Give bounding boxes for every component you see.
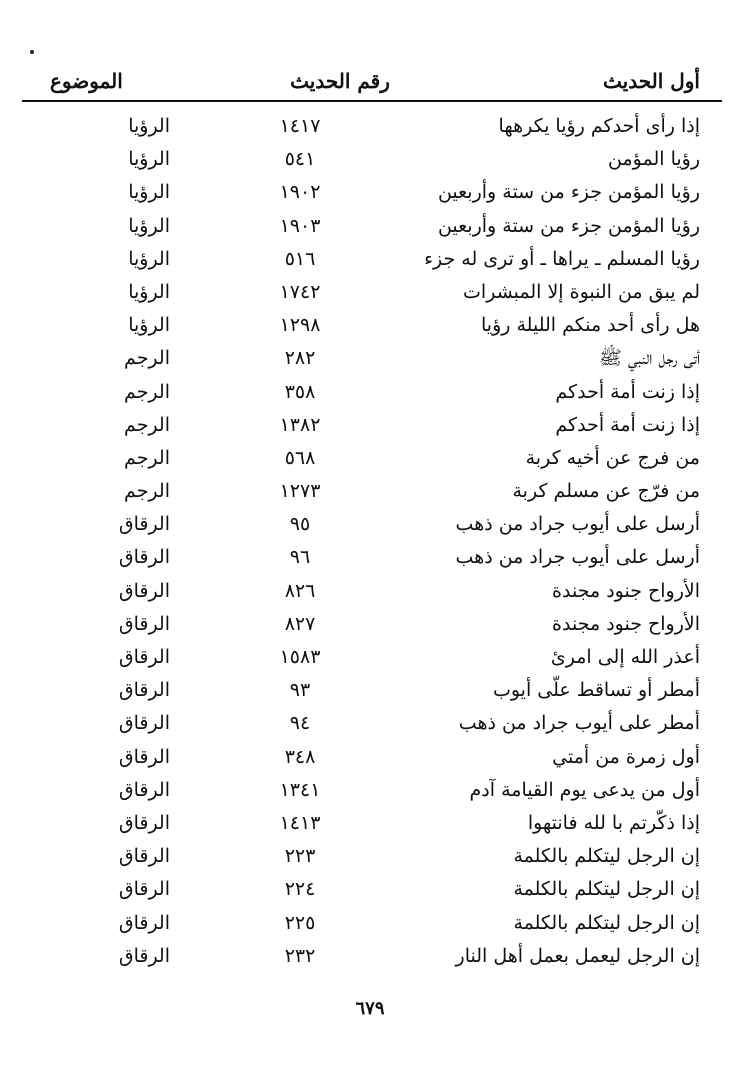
hadith-topic: الرقاق [118, 712, 170, 735]
hadith-first-words: أمطر على أيوب جراد من ذهب [458, 712, 700, 735]
hadith-topic: الرقاق [118, 878, 170, 901]
table-row [30, 608, 700, 641]
hadith-first-words: رؤيا المؤمن جزء من ستة وأربعين [437, 181, 700, 204]
table-row [30, 409, 700, 442]
table-row [30, 210, 700, 243]
table-row [30, 907, 700, 940]
table-header [30, 66, 700, 96]
hadith-number: ٨٢٦ [284, 579, 316, 602]
hadith-first-words: أرسل على أيوب جراد من ذهب [455, 546, 700, 569]
header-topic: الموضوع [50, 69, 123, 93]
hadith-number: ٢٣٢ [284, 944, 316, 967]
hadith-topic: الرؤيا [128, 314, 170, 337]
hadith-topic: الرؤيا [128, 214, 170, 237]
hadith-topic: الرقاق [118, 612, 170, 635]
hadith-topic: الرجم [124, 480, 170, 503]
table-row [30, 873, 700, 906]
hadith-number: ١٩٠٢ [279, 181, 321, 204]
hadith-topic: الرجم [124, 413, 170, 436]
hadith-first-words: أتى رجل النبي ﷺ [598, 347, 700, 370]
hadith-number: ١٧٤٢ [279, 280, 321, 303]
hadith-topic: الرقاق [118, 745, 170, 768]
hadith-index-table [30, 110, 700, 973]
hadith-topic: الرقاق [118, 911, 170, 934]
hadith-number: ٩٦ [289, 546, 311, 569]
table-row [30, 807, 700, 840]
hadith-first-words: إذا زنت أمة أحدكم [555, 413, 700, 436]
hadith-first-words: من فرج عن أخيه كربة [525, 446, 700, 469]
table-row [30, 840, 700, 873]
table-row [30, 940, 700, 973]
hadith-number: ٣٥٨ [284, 380, 316, 403]
hadith-first-words: أرسل على أيوب جراد من ذهب [455, 513, 700, 536]
table-row [30, 475, 700, 508]
page-number: ٦٧٩ [355, 998, 385, 1019]
table-row [30, 176, 700, 209]
hadith-topic: الرجم [124, 380, 170, 403]
hadith-first-words: رؤيا المؤمن [608, 148, 700, 171]
hadith-topic: الرجم [124, 347, 170, 370]
hadith-topic: الرقاق [118, 546, 170, 569]
hadith-first-words: من فرّج عن مسلم كربة [512, 480, 700, 503]
hadith-first-words: رؤيا المسلم ـ يراها ـ أو ترى له جزء [424, 247, 700, 270]
table-row [30, 575, 700, 608]
table-row [30, 707, 700, 740]
hadith-first-words: هل رأى أحد منكم الليلة رؤيا [481, 314, 700, 337]
hadith-number: ٢٢٣ [284, 845, 316, 868]
hadith-topic: الرقاق [118, 845, 170, 868]
ink-speck [30, 50, 34, 54]
table-row [30, 110, 700, 143]
hadith-first-words: إذا ذكّرتم با لله فانتهوا [527, 811, 700, 834]
hadith-number: ٥٤١ [284, 148, 316, 171]
hadith-first-words: الأرواح جنود مجندة [552, 579, 700, 602]
table-row [30, 541, 700, 574]
hadith-topic: الرجم [124, 446, 170, 469]
hadith-first-words: أول زمرة من أمتي [552, 745, 700, 768]
hadith-number: ٢٢٤ [284, 878, 316, 901]
hadith-topic: الرؤيا [128, 247, 170, 270]
hadith-topic: الرؤيا [128, 115, 170, 137]
hadith-first-words: أعذر الله إلى امرئ [550, 646, 700, 668]
hadith-topic: الرقاق [118, 579, 170, 602]
table-row [30, 243, 700, 276]
table-row [30, 442, 700, 475]
hadith-topic: الرقاق [118, 778, 170, 801]
hadith-first-words: لم يبق من النبوة إلا المبشرات [463, 280, 700, 303]
table-row [30, 741, 700, 774]
header-divider [22, 100, 722, 102]
hadith-number: ٢٨٢ [284, 347, 316, 370]
hadith-first-words: أمطر أو تساقط علّى أيوب [492, 679, 700, 702]
hadith-number: ١٩٠٣ [279, 214, 321, 237]
header-first-words: أول الحديث [603, 69, 700, 93]
hadith-number: ٥١٦ [284, 247, 316, 270]
table-row [30, 508, 700, 541]
hadith-number: ١٣٤١ [279, 778, 321, 801]
table-row [30, 641, 700, 674]
hadith-number: ٨٢٧ [284, 612, 316, 635]
hadith-topic: الرؤيا [128, 280, 170, 303]
hadith-number: ١٥٨٣ [279, 646, 321, 668]
header-hadith-number: رقم الحديث [290, 69, 390, 93]
hadith-topic: الرقاق [118, 513, 170, 536]
table-row [30, 276, 700, 309]
hadith-first-words: إن الرجل ليعمل بعمل أهل النار [455, 944, 700, 967]
hadith-number: ١٤١٧ [279, 115, 321, 137]
hadith-first-words: إن الرجل ليتكلم بالكلمة [513, 845, 700, 868]
hadith-first-words: إن الرجل ليتكلم بالكلمة [513, 911, 700, 934]
table-row [30, 143, 700, 176]
hadith-number: ٥٦٨ [284, 446, 316, 469]
hadith-number: ٣٤٨ [284, 745, 316, 768]
hadith-first-words: أول من يدعى يوم القيامة آدم [469, 778, 700, 801]
hadith-number: ١٢٩٨ [279, 314, 321, 337]
hadith-topic: الرقاق [118, 646, 170, 668]
table-row [30, 309, 700, 342]
hadith-number: ٢٢٥ [284, 911, 316, 934]
hadith-first-words: الأرواح جنود مجندة [552, 612, 700, 635]
table-row [30, 342, 700, 375]
hadith-number: ١٣٨٢ [279, 413, 321, 436]
hadith-number: ٩٥ [289, 513, 311, 536]
hadith-first-words: إن الرجل ليتكلم بالكلمة [513, 878, 700, 901]
hadith-number: ٩٣ [289, 679, 311, 702]
hadith-first-words: إذا رأى أحدكم رؤيا يكرهها [498, 115, 700, 137]
hadith-topic: الرقاق [118, 944, 170, 967]
table-row [30, 774, 700, 807]
hadith-topic: الرؤيا [128, 181, 170, 204]
hadith-number: ١٢٧٣ [279, 480, 321, 503]
table-row [30, 376, 700, 409]
hadith-topic: الرقاق [118, 679, 170, 702]
hadith-first-words: رؤيا المؤمن جزء من ستة وأربعين [437, 214, 700, 237]
hadith-number: ٩٤ [289, 712, 311, 735]
hadith-first-words: إذا زنت أمة أحدكم [555, 380, 700, 403]
table-row [30, 674, 700, 707]
hadith-topic: الرقاق [118, 811, 170, 834]
hadith-topic: الرؤيا [128, 148, 170, 171]
hadith-number: ١٤١٣ [279, 811, 321, 834]
